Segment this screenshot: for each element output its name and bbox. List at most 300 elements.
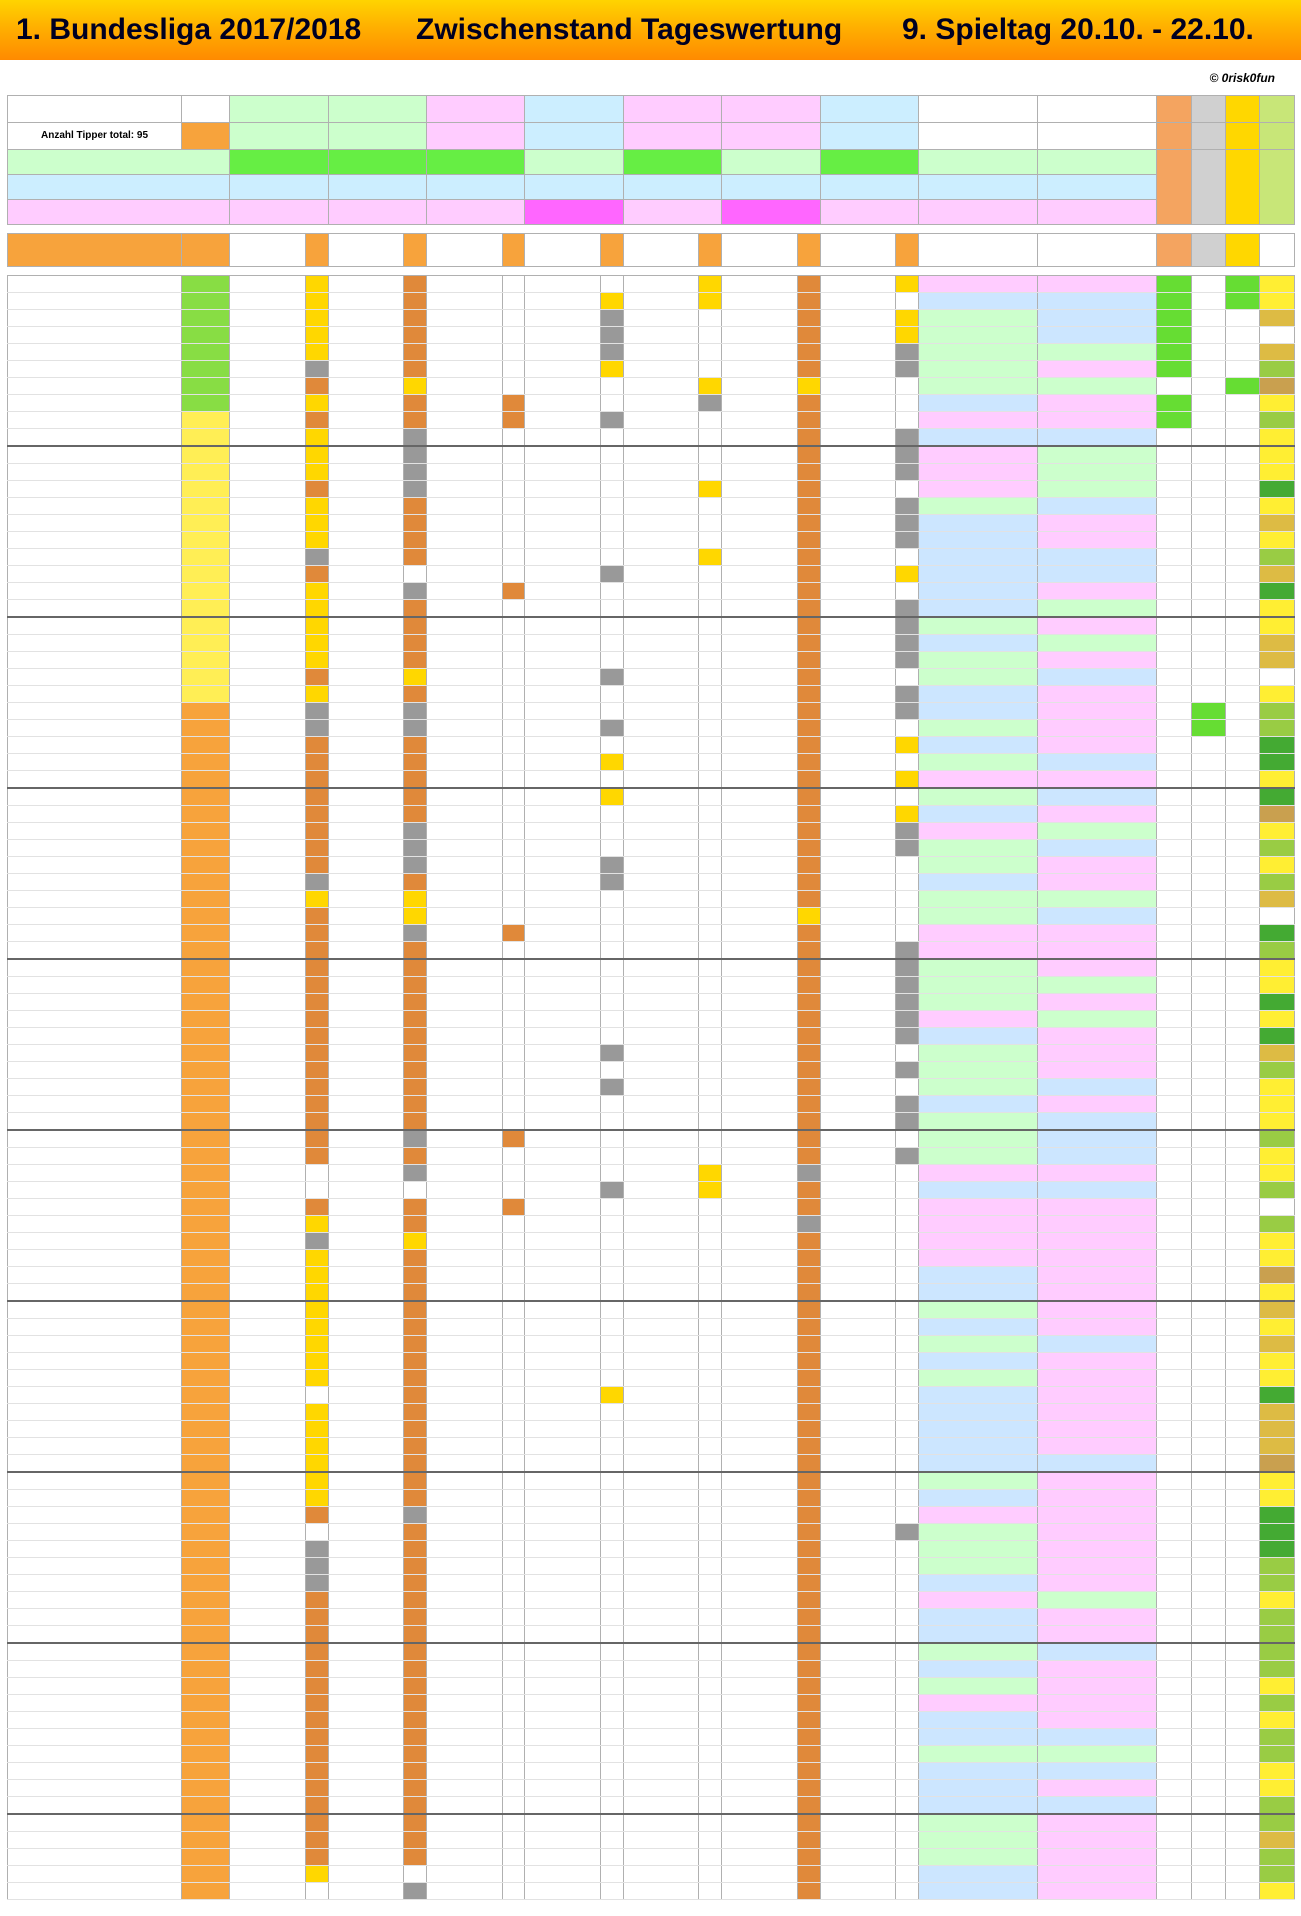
player-points [896, 1096, 919, 1113]
player-name [8, 806, 182, 823]
player-zp [1260, 1250, 1295, 1267]
player-guess [623, 1250, 699, 1267]
player-guess [328, 977, 404, 994]
to-vert [1191, 150, 1225, 225]
player-points [404, 891, 427, 908]
player-points [404, 942, 427, 960]
player-guess [820, 686, 896, 703]
player-points [896, 857, 919, 874]
player-points [502, 1780, 525, 1797]
player-points [502, 857, 525, 874]
player-points [699, 378, 722, 395]
player-points [699, 1849, 722, 1866]
player-points [797, 1592, 820, 1609]
player-guess [820, 754, 896, 771]
player-row [8, 293, 1295, 310]
player-guess [427, 1763, 503, 1780]
player-name [8, 1883, 182, 1900]
player-guess [230, 703, 306, 720]
player-row [8, 1028, 1295, 1045]
player-guess [230, 1113, 306, 1131]
player-guess [1038, 464, 1157, 481]
stat-value-draw [919, 175, 1038, 200]
player-te [1157, 1182, 1191, 1199]
player-tr [1226, 977, 1260, 994]
player-points [601, 1113, 624, 1131]
player-guess [722, 1455, 798, 1473]
player-to [1191, 1541, 1225, 1558]
player-guess [722, 1558, 798, 1575]
player-guess [919, 686, 1038, 703]
player-guess [919, 1319, 1038, 1336]
stat-value-away [427, 200, 525, 225]
player-row [8, 942, 1295, 960]
player-guess [820, 994, 896, 1011]
player-zp [1260, 446, 1295, 464]
player-te [1157, 1729, 1191, 1746]
player-guess [427, 344, 503, 361]
player-te [1157, 1130, 1191, 1148]
player-row [8, 1336, 1295, 1353]
player-guess [427, 327, 503, 344]
player-guess [919, 1233, 1038, 1250]
player-name [8, 1353, 182, 1370]
player-points [404, 720, 427, 737]
player-points [797, 942, 820, 960]
player-points [601, 412, 624, 429]
player-guess [722, 788, 798, 806]
player-tr [1226, 754, 1260, 771]
player-guess [427, 1319, 503, 1336]
player-guess [1038, 412, 1157, 429]
player-zp [1260, 1729, 1295, 1746]
player-to [1191, 771, 1225, 789]
player-guess [722, 600, 798, 618]
player-guess [722, 686, 798, 703]
player-guess [722, 1541, 798, 1558]
player-guess [722, 857, 798, 874]
player-points [797, 1233, 820, 1250]
player-name [8, 1814, 182, 1832]
player-zp [1260, 1763, 1295, 1780]
player-name [8, 720, 182, 737]
player-guess [919, 276, 1038, 293]
player-row [8, 703, 1295, 720]
player-points [502, 1250, 525, 1267]
player-tr [1226, 1011, 1260, 1028]
player-zp [1260, 994, 1295, 1011]
player-points [404, 1130, 427, 1148]
player-points [699, 412, 722, 429]
player-points [601, 361, 624, 378]
player-tr [1226, 1387, 1260, 1404]
player-points [797, 1148, 820, 1165]
player-guess [820, 617, 896, 635]
player-guess [427, 1626, 503, 1644]
player-row [8, 395, 1295, 412]
player-guess [328, 429, 404, 447]
player-guess [525, 1763, 601, 1780]
player-to [1191, 1763, 1225, 1780]
player-guess [820, 806, 896, 823]
player-te [1157, 994, 1191, 1011]
player-guess [1038, 1472, 1157, 1490]
player-tw [182, 1626, 230, 1644]
player-points [601, 429, 624, 447]
player-zp [1260, 1746, 1295, 1763]
player-row [8, 344, 1295, 361]
player-guess [1038, 720, 1157, 737]
player-te [1157, 1678, 1191, 1695]
player-points [404, 635, 427, 652]
player-to [1191, 754, 1225, 771]
player-guess [525, 1387, 601, 1404]
player-guess [1038, 1643, 1157, 1661]
player-points [404, 1643, 427, 1661]
player-row [8, 1199, 1295, 1216]
player-points [601, 1250, 624, 1267]
player-zp [1260, 344, 1295, 361]
player-guess [919, 395, 1038, 412]
stat-value-draw [230, 175, 328, 200]
player-guess [525, 771, 601, 789]
player-guess [623, 1797, 699, 1815]
player-guess [722, 737, 798, 754]
player-points [305, 1079, 328, 1096]
player-points [797, 429, 820, 447]
player-tw [182, 977, 230, 994]
player-guess [427, 857, 503, 874]
player-points [896, 1011, 919, 1028]
player-points [305, 959, 328, 977]
points-total-row [8, 234, 1295, 267]
player-zp [1260, 1524, 1295, 1541]
player-guess [919, 1250, 1038, 1267]
player-guess [722, 498, 798, 515]
player-points [404, 293, 427, 310]
player-guess [820, 1455, 896, 1473]
player-guess [820, 1524, 896, 1541]
player-name [8, 293, 182, 310]
player-points [502, 464, 525, 481]
player-tr [1226, 686, 1260, 703]
player-points [305, 1319, 328, 1336]
gap [8, 225, 1295, 234]
player-points [699, 583, 722, 600]
player-guess [230, 806, 306, 823]
player-points [404, 1507, 427, 1524]
player-points [797, 788, 820, 806]
player-zp [1260, 481, 1295, 498]
player-guess [328, 788, 404, 806]
player-guess [1038, 1626, 1157, 1644]
player-tw [182, 1849, 230, 1866]
player-tr [1226, 1695, 1260, 1712]
player-points [797, 754, 820, 771]
player-points [797, 1712, 820, 1729]
player-points [305, 1182, 328, 1199]
player-guess [525, 1284, 601, 1302]
player-row [8, 1661, 1295, 1678]
player-points [601, 1096, 624, 1113]
player-to [1191, 1609, 1225, 1626]
player-points [699, 1421, 722, 1438]
player-points [797, 1421, 820, 1438]
player-points [502, 1045, 525, 1062]
player-guess [919, 1011, 1038, 1028]
player-guess [427, 1028, 503, 1045]
player-guess [919, 1797, 1038, 1815]
player-te [1157, 1165, 1191, 1182]
player-guess [230, 1284, 306, 1302]
player-to [1191, 617, 1225, 635]
player-points [699, 1267, 722, 1284]
player-guess [427, 429, 503, 447]
player-to [1191, 994, 1225, 1011]
player-points [896, 617, 919, 635]
player-points [896, 446, 919, 464]
player-guess [919, 532, 1038, 549]
player-points [502, 1062, 525, 1079]
match-points [919, 234, 1038, 267]
player-zp [1260, 959, 1295, 977]
player-points [305, 994, 328, 1011]
player-guess [230, 1045, 306, 1062]
player-guess [525, 635, 601, 652]
player-guess [1038, 1096, 1157, 1113]
player-points [699, 1455, 722, 1473]
player-guess [1038, 1455, 1157, 1473]
player-points [404, 1199, 427, 1216]
player-tr [1226, 669, 1260, 686]
player-to [1191, 1455, 1225, 1473]
player-points [502, 429, 525, 447]
player-row [8, 1062, 1295, 1079]
player-tr [1226, 361, 1260, 378]
player-guess [427, 669, 503, 686]
player-name [8, 1165, 182, 1182]
player-tr [1226, 1062, 1260, 1079]
player-name [8, 737, 182, 754]
player-points [699, 686, 722, 703]
player-guess [820, 720, 896, 737]
player-guess [525, 1866, 601, 1883]
player-points [502, 1643, 525, 1661]
player-tw [182, 1797, 230, 1815]
player-guess [230, 1250, 306, 1267]
player-points [699, 1592, 722, 1609]
player-points [699, 754, 722, 771]
player-guess [328, 1558, 404, 1575]
player-guess [1038, 1849, 1157, 1866]
player-tw [182, 1301, 230, 1319]
player-guess [230, 771, 306, 789]
player-te [1157, 429, 1191, 447]
player-guess [230, 1695, 306, 1712]
player-te [1157, 652, 1191, 669]
player-guess [427, 1832, 503, 1849]
player-name [8, 1421, 182, 1438]
match-points [1038, 234, 1157, 267]
player-points [305, 1370, 328, 1387]
player-name [8, 1028, 182, 1045]
player-to [1191, 840, 1225, 857]
player-points [305, 549, 328, 566]
player-guess [722, 1438, 798, 1455]
player-guess [1038, 1387, 1157, 1404]
player-points [305, 925, 328, 942]
player-tw [182, 1507, 230, 1524]
player-guess [820, 446, 896, 464]
player-points [601, 1609, 624, 1626]
player-points [797, 583, 820, 600]
player-te [1157, 1301, 1191, 1319]
player-guess [525, 1507, 601, 1524]
player-points [699, 1113, 722, 1131]
player-points [502, 669, 525, 686]
player-points [601, 977, 624, 994]
player-guess [328, 1541, 404, 1558]
player-guess [820, 823, 896, 840]
player-te [1157, 1814, 1191, 1832]
player-name [8, 1472, 182, 1490]
player-guess [820, 1643, 896, 1661]
player-name [8, 515, 182, 532]
player-guess [427, 925, 503, 942]
player-points [305, 686, 328, 703]
player-points [502, 1113, 525, 1131]
player-zp [1260, 1661, 1295, 1678]
player-to [1191, 1062, 1225, 1079]
player-guess [820, 669, 896, 686]
player-to [1191, 1814, 1225, 1832]
player-guess [919, 1712, 1038, 1729]
player-tr [1226, 1490, 1260, 1507]
player-guess [427, 532, 503, 549]
player-points [601, 1472, 624, 1490]
player-guess [623, 1370, 699, 1387]
player-tw [182, 1695, 230, 1712]
player-points [305, 977, 328, 994]
player-points [797, 1729, 820, 1746]
player-tw [182, 361, 230, 378]
player-guess [427, 1387, 503, 1404]
player-name [8, 1438, 182, 1455]
player-zp [1260, 1541, 1295, 1558]
player-points [896, 1866, 919, 1883]
player-guess [525, 840, 601, 857]
player-points [305, 361, 328, 378]
player-guess [623, 1832, 699, 1849]
player-zp [1260, 566, 1295, 583]
match-points [502, 234, 525, 267]
player-tw [182, 857, 230, 874]
player-guess [623, 481, 699, 498]
player-points [404, 1849, 427, 1866]
player-name [8, 429, 182, 447]
player-te [1157, 549, 1191, 566]
player-guess [427, 1558, 503, 1575]
player-guess [525, 1832, 601, 1849]
match-points-pad [820, 234, 896, 267]
player-guess [230, 464, 306, 481]
player-tr [1226, 412, 1260, 429]
player-guess [328, 1678, 404, 1695]
player-name [8, 1336, 182, 1353]
player-te [1157, 395, 1191, 412]
player-te [1157, 1455, 1191, 1473]
player-points [896, 1387, 919, 1404]
player-te [1157, 327, 1191, 344]
player-points [404, 464, 427, 481]
player-tr [1226, 464, 1260, 481]
player-points [601, 771, 624, 789]
player-guess [722, 1507, 798, 1524]
player-points [502, 1746, 525, 1763]
player-points [305, 1096, 328, 1113]
player-points [699, 1199, 722, 1216]
player-guess [722, 1866, 798, 1883]
player-points [601, 1011, 624, 1028]
player-guess [623, 532, 699, 549]
player-to [1191, 1490, 1225, 1507]
player-guess [525, 959, 601, 977]
player-guess [623, 1507, 699, 1524]
player-guess [230, 429, 306, 447]
player-points [404, 823, 427, 840]
player-guess [230, 1729, 306, 1746]
player-te [1157, 532, 1191, 549]
player-guess [820, 583, 896, 600]
player-to [1191, 1472, 1225, 1490]
tipper-label: Anzahl Tipper total: [40, 130, 135, 141]
player-points [699, 840, 722, 857]
player-points [404, 1626, 427, 1644]
player-row [8, 1541, 1295, 1558]
player-guess [1038, 446, 1157, 464]
player-guess [427, 1695, 503, 1712]
player-to [1191, 293, 1225, 310]
player-guess [328, 327, 404, 344]
player-to [1191, 737, 1225, 754]
stat-value-home [919, 150, 1038, 175]
player-guess [623, 754, 699, 771]
player-tw [182, 1643, 230, 1661]
player-points [699, 1472, 722, 1490]
player-name [8, 600, 182, 618]
player-zp [1260, 276, 1295, 293]
stat-value-away [722, 200, 820, 225]
player-guess [328, 549, 404, 566]
player-row [8, 1182, 1295, 1199]
player-points [601, 1216, 624, 1233]
player-guess [820, 1319, 896, 1336]
player-points [502, 1011, 525, 1028]
player-points [601, 1062, 624, 1079]
player-name [8, 1011, 182, 1028]
player-points [404, 977, 427, 994]
player-zp [1260, 395, 1295, 412]
player-points [601, 583, 624, 600]
player-guess [1038, 276, 1157, 293]
player-points [404, 1524, 427, 1541]
player-points [305, 1661, 328, 1678]
player-points [601, 1575, 624, 1592]
player-points [601, 566, 624, 583]
player-guess [1038, 1729, 1157, 1746]
player-points [797, 1490, 820, 1507]
player-guess [328, 1301, 404, 1319]
